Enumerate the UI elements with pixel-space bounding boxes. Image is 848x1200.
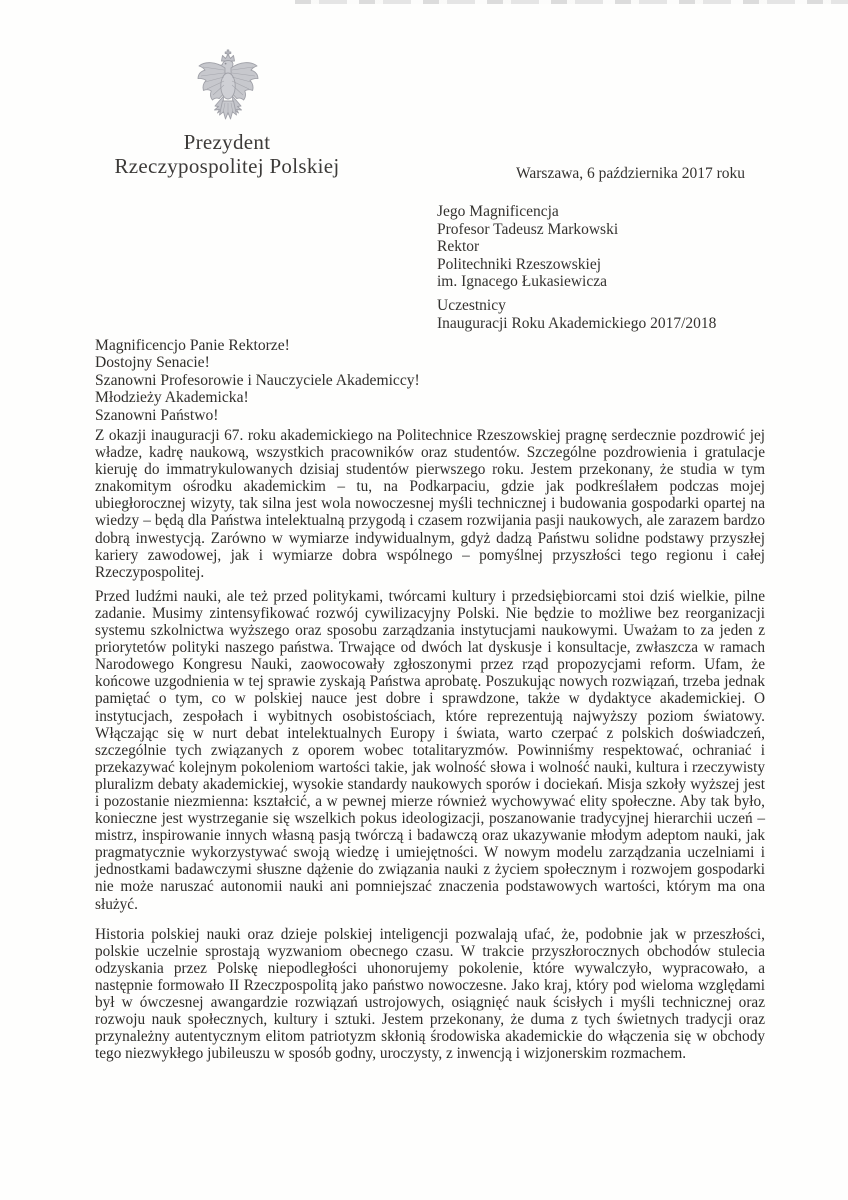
polish-eagle-emblem-icon: [194, 49, 262, 125]
salutation-block: [95, 337, 420, 424]
addressee-line: Profesor Tadeusz Markowski: [437, 220, 619, 238]
letter-body: [95, 427, 765, 1062]
addressee-line: im. Ignacego Łukasiewicza: [437, 273, 607, 291]
addressee-block: [437, 203, 716, 332]
scanner-edge-artifact: [295, 0, 848, 4]
addressee-line: Jego Magnificencja: [437, 203, 559, 220]
salutation-line: Magnificencjo Panie Rektorze!: [95, 337, 290, 354]
salutation-line: Młodzieży Akademicka!: [95, 389, 249, 407]
letterhead: [47, 130, 407, 178]
body-paragraph-1: Z okazji inauguracji 67. roku akademickiego na Politechnice Rzeszowskiej pragnę serdecznie pozdrowić jej władze, kadrę naukową, wszystkich pracowników oraz studentów. Szczególne pozdrowienia i gratulacje kieruję do immatrykulowanych dzisiaj studentów pierwszego roku. Jestem przekonany, że studia w tym znakomitym ośrodku akademickim – tu, na Podkarpaciu, gdzie jak podkreślałem podczas mojej ubiegłorocznej wizyty, tak silna jest wola nowoczesnej myśli technicznej i budowania gospodarki opartej na wiedzy – będą dla Państwa intelektualną przygodą i czasem rozwijania pasji naukowych, ale zarazem bardzo dobrą inwestycją. Zarówno w wymiarze indywidualnym, gdyż dadzą Państwu solidne podstawy przyszłej kariery zawodowej, jak i wymiarze dobra wspólnego – pomyślnej przyszłości tego regionu i całej Rzeczypospolitej.: [95, 427, 765, 581]
salutation-line: Szanowni Profesorowie i Nauczyciele Akademiccy!: [95, 371, 420, 389]
addressee-line: Politechniki Rzeszowskiej: [437, 255, 602, 273]
dateline: Warszawa, 6 października 2017 roku: [516, 165, 746, 182]
body-paragraph-2: Przed ludźmi nauki, ale też przed politykami, twórcami kultury i przedsiębiorcami stoi dziś wielkie, pilne zadanie. Musimy zintensyfikować rozwój cywilizacyjny Polski. Nie będzie to możliwe bez reorganizacji systemu szkolnictwa wyższego oraz sposobu zarządzania instytucjami naukowymi. Uważam to za jeden z priorytetów polityki naszego państwa. Trwające od dwóch lat dyskusje i konsultacje, zwłaszcza w ramach Narodowego Kongresu Nauki, zaowocowały zgłoszonymi przez rząd propozycjami reform. Ufam, że końcowe uzgodnienia w tej sprawie zyskają Państwa aprobatę. Poszukując nowych rozwiązań, trzeba jednak pamiętać o tym, co w polskiej nauce jest dobre i sprawdzone, także w dydaktyce akademickiej. O instytucjach, zespołach i wybitnych osobistościach, które reprezentują najwyższy poziom światowy. Włączając się w nurt debat intelektualnych Europy i świata, warto czerpać z polskich doświadczeń, szczególnie tych związanych z oporem wobec totalitaryzmów. Powinniśmy respektować, ochraniać i przekazywać kolejnym pokoleniom wartości takie, jak wolność słowa i wolność nauki, kultura i rzeczywisty pluralizm debaty akademickiej, wysokie standardy naukowych sporów i dociekań. Misja szkoły wyższej jest i pozostanie niezmienna: kształcić, a w pewnej mierze również wychowywać elity społeczne. Aby tak było, konieczne jest wystrzeganie się wszelkich pokus ideologizacji, poszanowanie tradycyjnej hierarchii uczeń – mistrz, inspirowanie innych własną pasją twórczą i badawczą oraz ukazywanie młodym adeptom nauki, jak pragmatycznie wykorzystywać swoją wiedzę i umiejętności. W nowym modelu zarządzania uczelniami i jednostkami badawczymi słuszne dążenie do związania nauki z życiem społecznym i rozwojem gospodarki nie może naruszać autonomii nauki ani pomniejszać znaczenia podstawowych wartości, którym ma ona służyć.: [95, 587, 765, 913]
addressee-line: Rektor: [437, 238, 480, 256]
letterhead-title-line1: Prezydent: [183, 130, 271, 154]
letterhead-title-line2: Rzeczypospolitej Polskiej: [114, 154, 340, 178]
salutation-line: Dostojny Senacie!: [95, 354, 210, 372]
body-paragraph-3: Historia polskiej nauki oraz dzieje polskiej inteligencji pozwalają ufać, że, podobnie jak w przeszłości, polskie uczelnie sprostają wyzwaniom obecnego czasu. W trakcie przyszłorocznych obchodów stulecia odzyskania przez Polskę niepodległości uhonorujemy pokolenie, które wywalczyło, wypracowało, a następnie formowało II Rzeczpospolitą jako państwo nowoczesne. Jako kraj, który pod wieloma względami był w ówczesnej awangardzie rozwiązań ustrojowych, osiągnięć nauk ścisłych i myśli technicznej oraz rozwoju nauk społecznych, kultury i sztuki. Jestem przekonany, że duma z tych świetnych tradycji oraz przynależny autentycznym elitom patriotyzm skłonią środowiska akademickie do włączenia się w obchody tego niezwykłego jubileuszu w sposób godny, uroczysty, z inwencją i wizjonerskim rozmachem.: [95, 925, 765, 1063]
addressee-additional-line: Inauguracji Roku Akademickiego 2017/2018: [437, 314, 717, 332]
salutation-line: Szanowni Państwo!: [95, 406, 219, 424]
addressee-additional-line: Uczestnicy: [437, 296, 506, 314]
